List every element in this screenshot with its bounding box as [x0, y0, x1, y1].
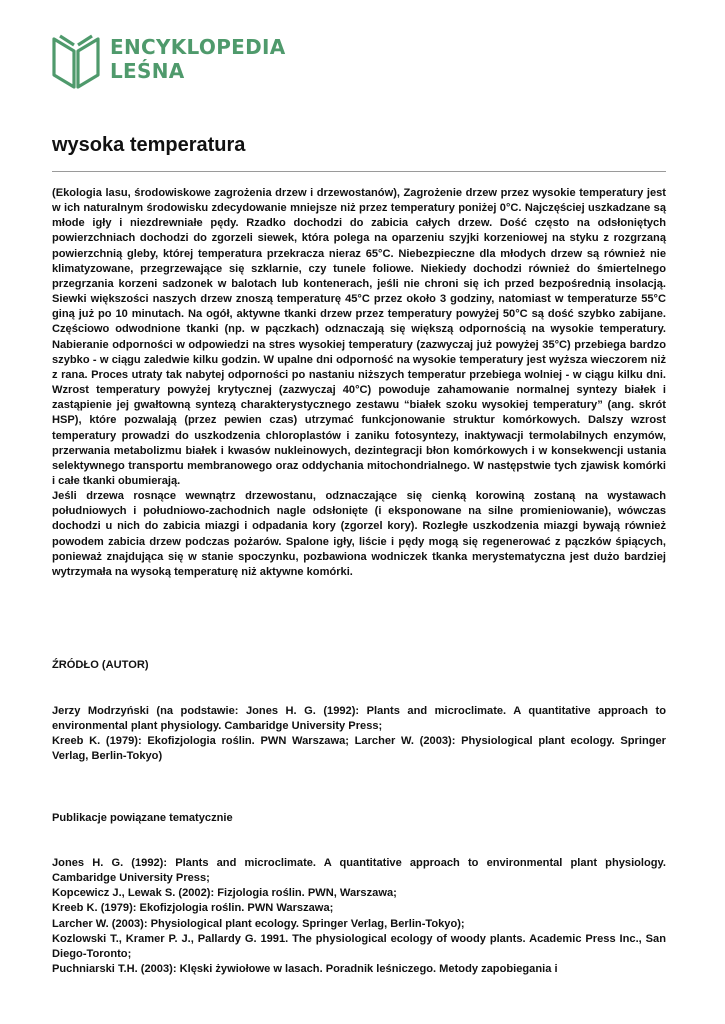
related-item: Jones H. G. (1992): Plants and microclimate. A quantitative approach to environmental plant physiology. Cambaridge University Press; — [52, 857, 666, 885]
related-item: Kreeb K. (1979): Ekofizjologia roślin. PWN Warszawa; — [52, 902, 334, 915]
title-divider — [52, 171, 666, 172]
page-title: wysoka temperatura — [52, 134, 246, 156]
source-line-2: Kreeb K. (1979): Ekofizjologia roślin. PWN Warszawa; Larcher W. (2003): Physiological plant ecology. Springer Verlag, Berlin-Tokyo) — [52, 735, 666, 763]
related-item: Puchniarski T.H. (2003): Klęski żywiołowe w lasach. Poradnik leśniczego. Metody zapobiegania i — [52, 963, 558, 976]
logo-line-1: ENCYKLOPEDIA — [110, 35, 286, 59]
related-item: Kozlowski T., Kramer P. J., Pallardy G. 1991. The physiological ecology of woody plants. Academic Press Inc., San Diego-Toronto; — [52, 932, 666, 960]
related-heading: Publikacje powiązane tematycznie — [52, 812, 233, 824]
article-paragraph-1: (Ekologia lasu, środowiskowe zagrożenia drzew i drzewostanów), Zagrożenie drzew przez wysokie temperatury jest w ich naturalnym środowisku zdecydowanie mniejsze niż przez temperatury poniżej 0°C. Najczęściej uszkadzane są młode igły i niezdrewniałe pędy. Rzadko dochodzi do zabicia całych drzew. Dość często na odsłoniętych powierzchniach dochodzi do zgorzeli siewek, która polega na oparzeniu szyjki korzeniowej na styku z rozgrzaną powierzchnią gleby, której temperatura przekracza nieraz 65°C. Niebezpieczne dla młodych drzew są również nie klimatyzowane, przegrzewające się szklarnie, czy tunele foliowe. Niekiedy dochodzi również do śmiertelnego przegrzania korzeni sadzonek w balotach lub kontenerach, jeśli nie chroni się ich przed bezpośrednią insolacją. Siewki większości naszych drzew znoszą temperaturę 45°C przez około 3 godziny, natomiast w temperaturze 55°C giną już po 10 minutach. Na ogół, aktywne tkanki drzew przez temperatury powyżej 50°C są dość szybko zabijane. Częściowo odwodnione tkanki (np. w pączkach) odznaczają się większą odpornością na wysokie temperatury. Nabieranie odporności w odpowiedzi na stres wysokiej temperatury (zazwyczaj już powyżej 35°C) przebiega bardzo szybko - w ciągu zaledwie kilku godzin. W upalne dni odporność na wysokie temperatury jest wyższa wieczorem niż z rana. Proces utraty tak nabytej odporności po nastaniu niższych temperatur przebiega wolniej - w ciągu kilku dni. Wzrost temperatury powyżej krytycznej (zazwyczaj 40°C) powoduje zahamowanie normalnej syntezy białek i zastąpienie jej gwałtowną syntezą charakterystycznego zestawu “białek szoku wysokiej temperatury” (ang. skrót HSP), które pozwalają (przez pewien czas) utrzymać funkcjonowanie struktur komórkowych. Dalszy wzrost temperatury prowadzi do uszkodzenia chloroplastów i zaniku fotosyntezy, inaktywacji termolabilnych enzymów, przerwania metabolizmu białek i kwasów nukleinowych, dezintegracji błon komórkowych i w konsekwencji ustania selektywnego transportu membranowego oraz oddychania mitochondrialnego. W następstwie tych zjawisk komórki i całe tkanki obumierają. — [52, 187, 666, 487]
site-logo[interactable] — [52, 33, 286, 94]
article-body — [52, 186, 666, 580]
related-list — [52, 856, 666, 977]
source-line-1: Jerzy Modrzyński (na podstawie: Jones H. G. (1992): Plants and microclimate. A quantitative approach to environmental plant physiology. Cambaridge University Press; — [52, 705, 666, 733]
article-paragraph-2: Jeśli drzewa rosnące wewnątrz drzewostanu, odznaczające się cienką korowiną zostaną na wystawach południowych i południowo-zachodnich nagle odsłonięte (i eksponowane na silne promieniowanie), wówczas dochodzi u nich do zabicia miazgi i odpadania kory (zgorzel kory). Rozległe uszkodzenia miazgi bywają również powodem zabicia drzew podczas pożarów. Spalone igły, liście i pędy mogą się regenerować z pączków śpiących, ponieważ znajdująca się w stanie spoczynku, pozbawiona wodniczek tkanka merystematyczna jest dużo bardziej wytrzymała na wysoką temperaturę niż aktywne komórki. — [52, 490, 666, 578]
source-text — [52, 704, 666, 765]
logo-wordmark — [110, 35, 286, 83]
source-heading: ŹRÓDŁO (AUTOR) — [52, 659, 149, 671]
logo-line-2: LEŚNA — [110, 59, 185, 83]
related-item: Larcher W. (2003): Physiological plant ecology. Springer Verlag, Berlin-Tokyo); — [52, 917, 465, 930]
open-book-icon — [52, 33, 100, 94]
related-item: Kopcewicz J., Lewak S. (2002): Fizjologia roślin. PWN, Warszawa; — [52, 887, 397, 900]
